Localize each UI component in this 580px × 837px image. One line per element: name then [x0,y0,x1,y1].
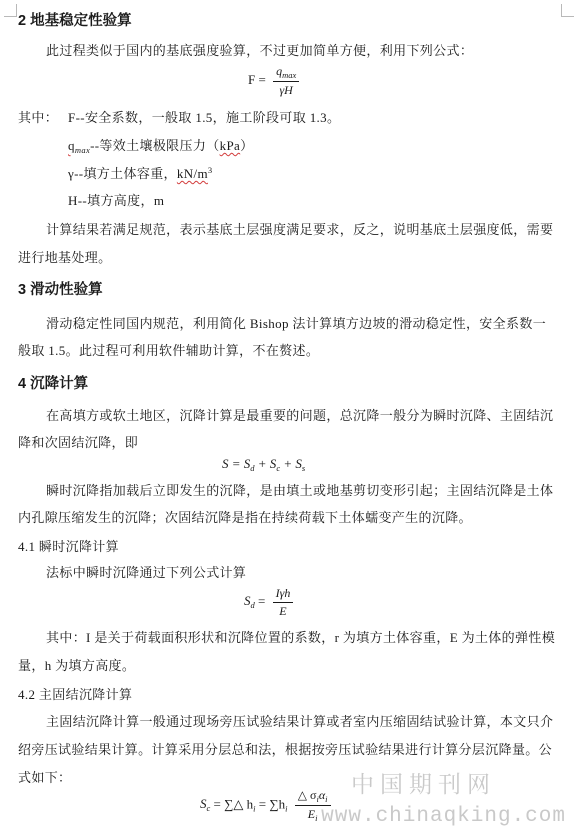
watermark-url: www.chinaqking.com [321,805,566,828]
instant-settlement-fraction: $\frac{\text{Iγh}}{E}$ [273,586,294,619]
section-4-heading: 4 沉降计算 [18,376,89,392]
safety-factor-formula [248,64,299,98]
formula-numerator: $q_{max}$ [276,64,297,80]
section-3-heading: 3 滑动性验算 [18,282,103,298]
section-4-intro-line2: 降和次固结沉降，即 [18,435,139,450]
formula-denominator: γH [273,81,299,98]
watermark-cn: 中国期刊网 [351,772,496,798]
subsection-4-2-line3: 式如下： [18,770,72,785]
page-corner-mark-left [4,4,17,17]
definition-f: F--安全系数，一般取 1.5，施工阶段可取 1.3。 [68,110,341,125]
section-3-line1: 滑动稳定性同国内规范，利用简化 Bishop 法计算填方边坡的滑动稳定性，安全系数一 [46,316,547,331]
section-2-heading: 2 地基稳定性验算 [18,13,132,29]
section-2-result-line2: 进行地基处理。 [18,250,112,265]
formula-fraction [273,64,299,98]
subsection-4-1-intro: 法标中瞬时沉降通过下列公式计算 [46,565,247,580]
subsection-4-1-title: 4.1 瞬时沉降计算 [18,539,119,554]
definition-h: H--填方高度，m [68,193,165,208]
section-4-def-line2: 内孔隙压缩发生的沉降；次固结沉降是指在持续荷载下土体蠕变产生的沉降。 [18,510,472,525]
consolidation-settlement-formula: $S_c$ = ∑△ $h_i = \sum h_i$ $\frac{\triangle \sigma_i\alpha_i}{E_i}$ [200,788,331,823]
subsection-4-2-title: 4.2 主固结沉降计算 [18,687,133,702]
section-4-intro-line1: 在高填方或软土地区，沉降计算是最重要的问题，总沉降一般分为瞬时沉降、主固结沉 [46,408,554,423]
section-3-line2: 般取 1.5。此过程可利用软件辅助计算，不在赘述。 [18,343,320,358]
subsection-4-1-where-line1: 其中：I 是关于荷载面积形状和沉降位置的系数，r 为填方土体容重，E 为土体的弹性模 [46,630,556,645]
total-settlement-formula: $S = S_d + S_c + S_s$ [222,456,306,473]
definition-gamma: γ--填方土体容重，$kN/m^3$ [68,165,213,181]
subsection-4-2-line2: 绍旁压试验结果计算。计算采用分层总和法，根据按旁压试验结果进行计算分层沉降量。公 [18,742,553,757]
page-corner-mark-right [561,4,574,17]
section-2-result-line1: 计算结果若满足规范，表示基底土层强度满足要求，反之，说明基底土层强度低，需要 [46,222,554,237]
section-2-intro: 此过程类似于国内的基底强度验算，不过更加简单方便，利用下列公式： [46,43,474,58]
instant-settlement-formula: $S_d$ = $\frac{\text{Iγh}}{E}$ [244,586,293,619]
section-4-def-line1: 瞬时沉降指加载后立即发生的沉降，是由填土或地基剪切变形引起；主固结沉降是土体 [46,483,554,498]
subsection-4-1-where-line2: 量，h 为填方高度。 [18,658,136,673]
where-label: 其中： [18,110,59,125]
definition-qmax: $q_{max}--$等效土壤极限压力（kPa） [68,138,254,155]
formula-lhs: F = [248,71,266,87]
consolidation-fraction: $\frac{\triangle \sigma_i\alpha_i}{E_i}$ [295,788,331,823]
subsection-4-2-line1: 主固结沉降计算一般通过现场旁压试验结果计算或者室内压缩固结试验计算，本文只介 [46,714,554,729]
